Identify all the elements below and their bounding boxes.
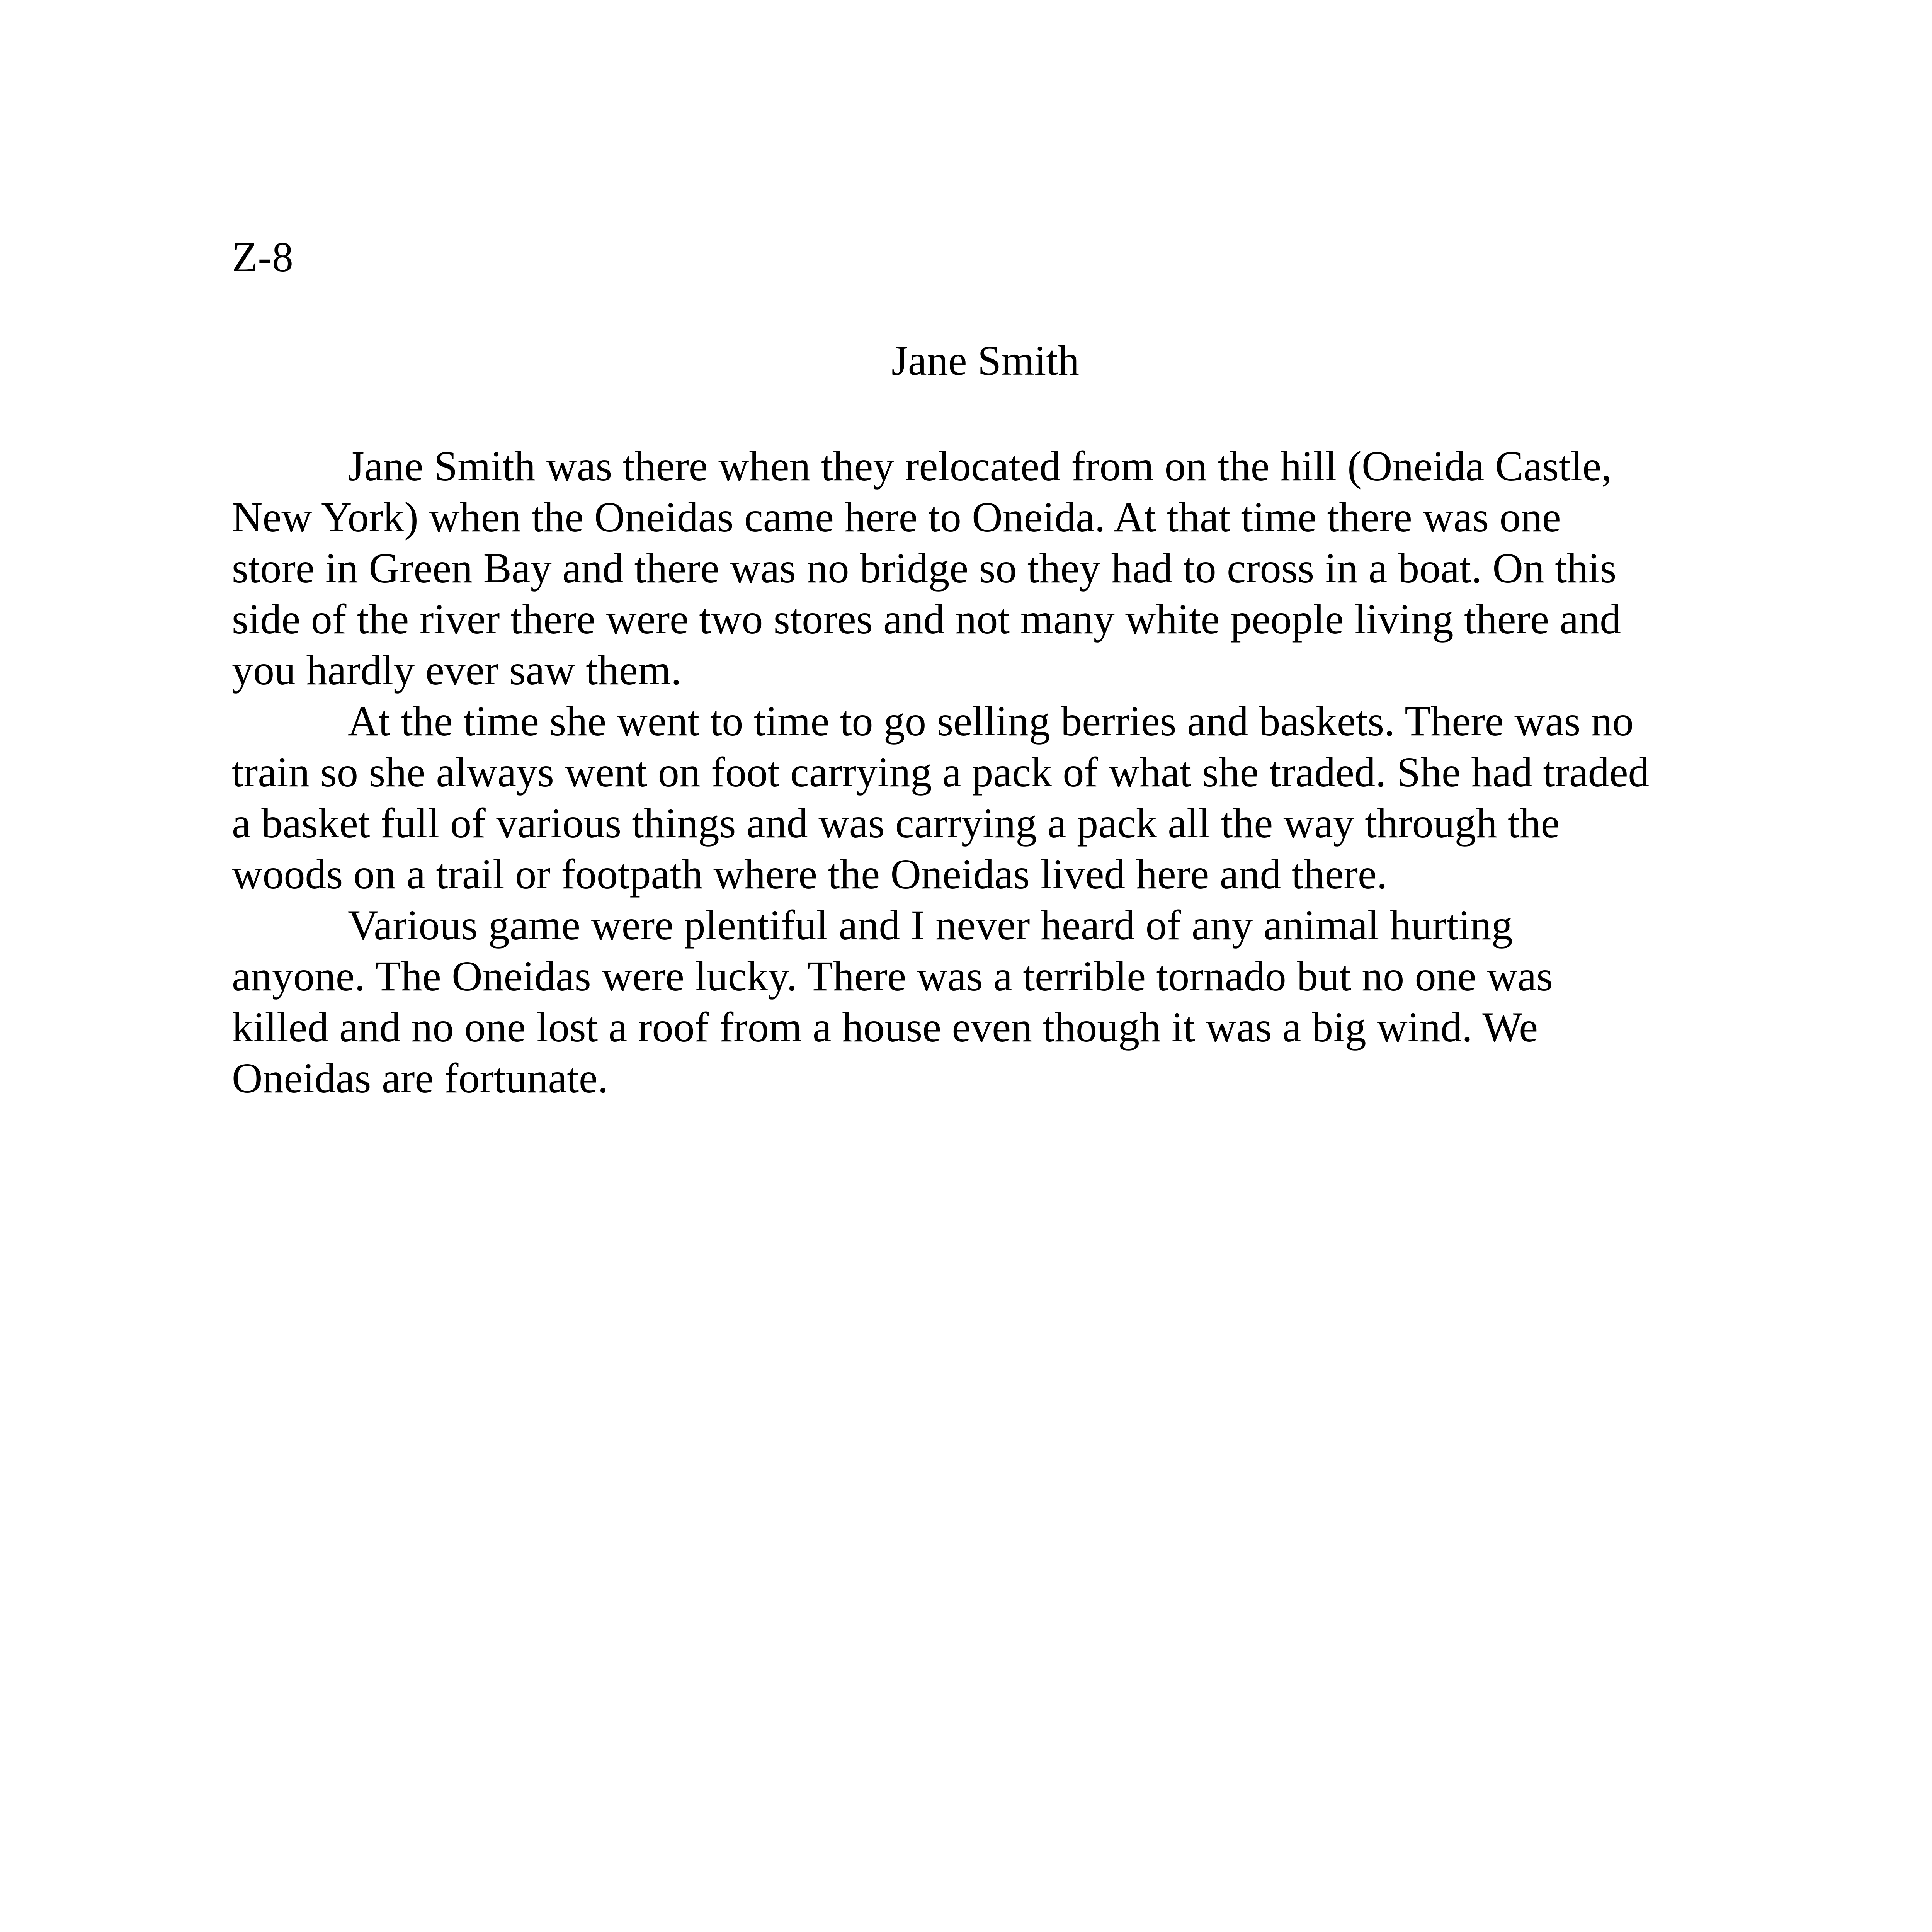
text-line: side of the river there were two stores and not many white people living there and <box>232 595 1621 643</box>
text-line: Oneidas are fortunate. <box>232 1054 609 1102</box>
paragraph-1 <box>232 440 1739 696</box>
text-line: you hardly ever saw them. <box>232 646 682 694</box>
text-line: killed and no one lost a roof from a house even though it was a big wind. We <box>232 1003 1538 1051</box>
paragraph-2 <box>232 696 1739 900</box>
text-line: store in Green Bay and there was no bridge so they had to cross in a boat. On this <box>232 544 1617 592</box>
text-line: At the time she went to time to go selling berries and baskets. There was no <box>348 697 1634 745</box>
text-line: Various game were plentiful and I never heard of any animal hurting <box>348 901 1513 949</box>
document-title: Jane Smith <box>891 337 1079 384</box>
text-line: woods on a trail or footpath where the Oneidas lived here and there. <box>232 850 1388 898</box>
document-body <box>232 440 1739 1104</box>
text-line: Jane Smith was there when they relocated from on the hill (Oneida Castle, <box>348 442 1612 490</box>
paragraph-3 <box>232 900 1739 1104</box>
text-line: train so she always went on foot carrying a pack of what she traded. She had traded <box>232 748 1650 796</box>
text-line: anyone. The Oneidas were lucky. There was a terrible tornado but no one was <box>232 952 1553 1000</box>
text-line: New York) when the Oneidas came here to Oneida. At that time there was one <box>232 493 1561 541</box>
document-id-label: Z-8 <box>232 233 293 281</box>
text-line: a basket full of various things and was carrying a pack all the way through the <box>232 799 1560 847</box>
